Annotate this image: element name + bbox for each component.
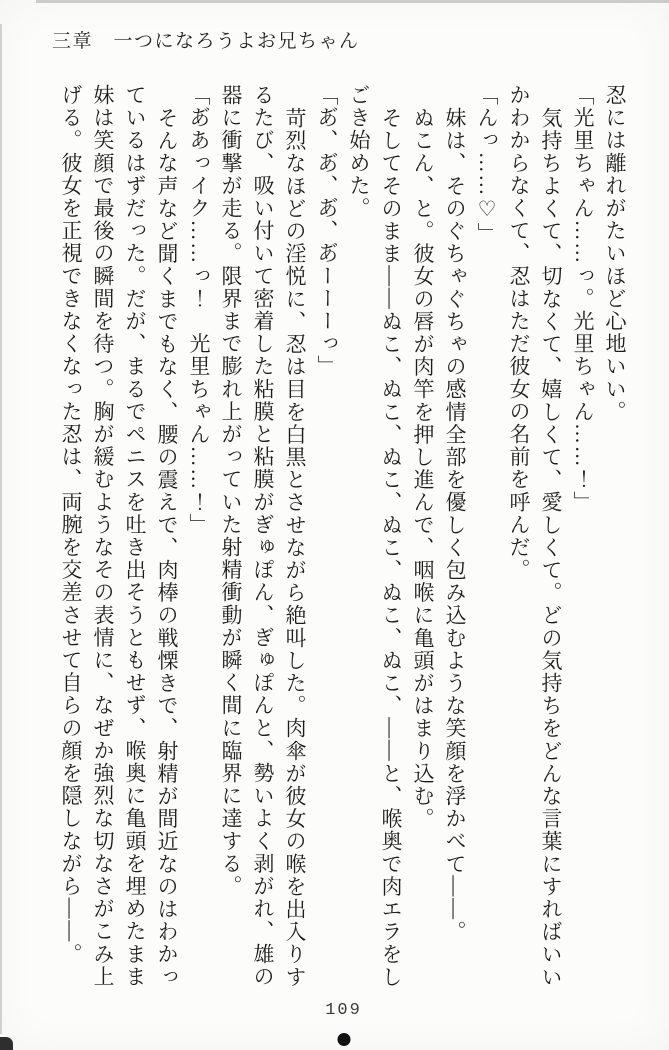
text-line: そしてそのまま――ぬこ、ぬこ、ぬこ、ぬこ、ぬこ、ぬこ、――と、喉奥で肉エラをし [379, 106, 403, 988]
text-line: 苛烈なほどの淫悦に、忍は目を白黒とさせながら絶叫した。肉傘が彼女の喉を出入りす [283, 106, 307, 988]
text-line: ぬこん、と。彼女の唇が肉竿を押し進んで、咽喉に亀頭がはまり込む。 [411, 106, 435, 830]
text-line: ごき始めた。 [347, 84, 371, 220]
text-line: 「光里ちゃん……っ。光里ちゃん……！」 [571, 84, 595, 514]
text-line: そんな声など聞くまでもなく、腰の震えで、肉棒の戦慄きで、射精が間近なのはわかっ [155, 106, 179, 988]
page-number: 109 [325, 1001, 362, 1020]
text-line: ているはずだった。だが、まるでペニスを吐き出そうともせず、喉奥に亀頭を埋めたまま [123, 84, 147, 988]
text-line: 忍には離れがたいほど心地いい。 [603, 84, 627, 423]
text-line: 「んっ……♡」 [475, 84, 499, 246]
text-line: るたび、吸い付いて密着した粘膜と粘膜がぎゅぽん、ぎゅぽんと、勢いよく剥がれ、雄の [251, 84, 275, 988]
scan-artifact-top-edge [36, 0, 669, 3]
text-line: かわからなくて、忍はただ彼女の名前を呼んだ。 [507, 84, 531, 582]
text-line: 妹は笑顔で最後の瞬間を待つ。胸が緩むようなその表情に、なぜか強烈な切なさがこみ上 [91, 84, 115, 988]
text-line: 「あ゙あっイク……っ！ 光里ちゃん……！」 [187, 84, 211, 536]
text-line: げる。彼女を正視できなくなった忍は、両腕を交差させて自らの顔を隠しながら――。 [59, 84, 83, 966]
chapter-header: 三章 一つになろうよお兄ちゃん [52, 31, 360, 52]
footer-dot-icon [337, 1033, 350, 1046]
text-line: 「あ゙、あ゙、あ゙、あ゙ーーーっ」 [315, 84, 339, 378]
scan-artifact-corner-mark [0, 1037, 13, 1050]
text-line: 器に衝撃が走る。限界まで膨れ上がっていた射精衝動が瞬く間に臨界に達する。 [219, 84, 243, 898]
scan-artifact-left-edge [0, 24, 2, 1034]
text-line: 妹は、そのぐちゃぐちゃの感情全部を優しく包み込むような笑顔を浮かべて――。 [443, 106, 467, 943]
text-line: 気持ちよくて、切なくて、嬉しくて、愛しくて。どの気持ちをどんな言葉にすればいい [539, 106, 563, 988]
body-text [55, 84, 631, 990]
